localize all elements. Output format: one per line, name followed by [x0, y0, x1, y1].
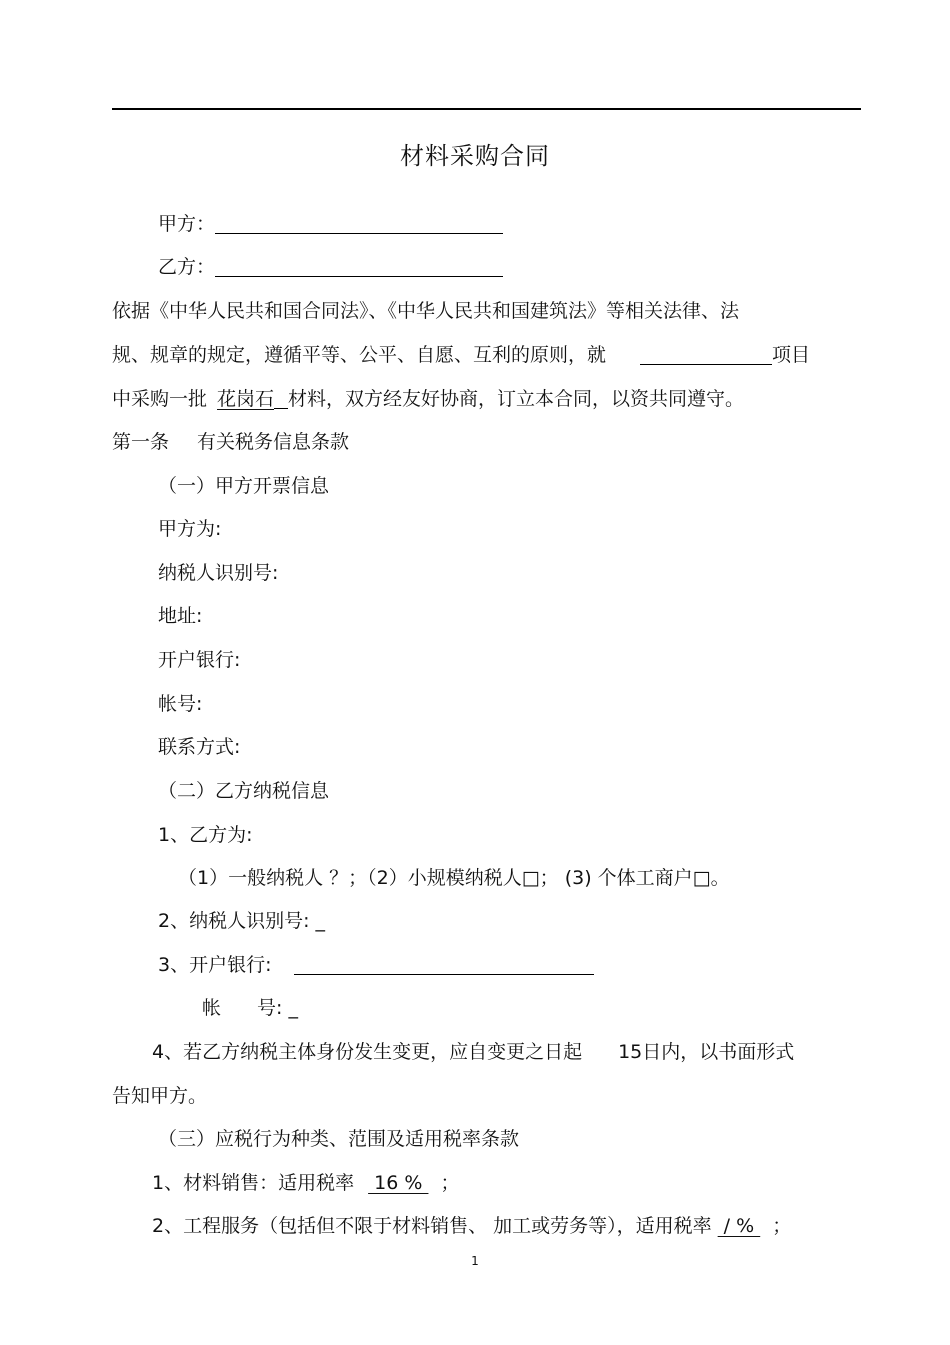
page-number: 1	[471, 1254, 479, 1268]
party-a-name-field: 甲方为:	[158, 518, 222, 540]
party-b-account-line	[202, 995, 298, 1021]
party-a-contact-field: 联系方式:	[158, 736, 241, 758]
party-b-type-options: （1）一般纳税人 ？；（2）小规模纳税人□； (3) 个体工商户□。	[178, 867, 730, 889]
article-1-title: 有关税务信息条款	[197, 431, 350, 453]
section-2-heading: （二）乙方纳税信息	[158, 780, 330, 802]
party-a-line	[158, 211, 503, 237]
intro-line-2	[112, 342, 810, 368]
party-b-taxpayer-id: 2、纳税人识别号: _	[158, 910, 326, 932]
project-blank[interactable]	[640, 344, 772, 365]
party-a-taxpayer-id-field: 纳税人识别号:	[158, 562, 279, 584]
party-a-blank[interactable]	[215, 213, 503, 234]
material-name: 花岗石	[217, 388, 275, 410]
intro-line-2-suffix: 项目	[772, 344, 811, 366]
party-b-account-label-a: 帐	[202, 997, 222, 1019]
engineering-service-rate-line	[152, 1213, 791, 1239]
material-sales-end: ；	[440, 1172, 460, 1194]
party-a-address-field: 地址:	[158, 605, 203, 627]
intro-line-3-suffix: 材料，双方经友好协商，订立本合同，以资共同遵守。	[288, 388, 745, 410]
party-b-account-label-b: 号: _	[257, 997, 298, 1019]
intro-line-3	[112, 386, 744, 412]
section-1-heading: （一）甲方开票信息	[158, 475, 330, 497]
party-b-type-label: 1、乙方为:	[158, 824, 253, 846]
engineering-service-end: ；	[772, 1215, 792, 1237]
material-sales-rate-line	[152, 1170, 459, 1196]
identity-change-clause	[152, 1039, 794, 1065]
party-b-bank-blank[interactable]	[294, 954, 594, 975]
party-b-label: 乙方：	[158, 256, 216, 278]
party-a-bank-field: 开户银行:	[158, 649, 241, 671]
article-1-number: 第一条	[112, 431, 170, 453]
identity-change-days: 15	[618, 1041, 643, 1063]
section-3-heading: （三）应税行为种类、范围及适用税率条款	[158, 1128, 520, 1150]
material-sales-label: 1、材料销售：适用税率	[152, 1172, 355, 1194]
engineering-service-rate: / %	[717, 1215, 761, 1237]
intro-line-3-text: 中采购一批	[112, 388, 208, 410]
party-a-account-field: 帐号:	[158, 693, 203, 715]
intro-line-1: 依据《中华人民共和国合同法》、《中华人民共和国建筑法》等相关法律、法	[112, 300, 740, 322]
party-b-bank-label: 3、开户银行:	[158, 954, 272, 976]
party-a-label: 甲方：	[158, 213, 216, 235]
party-b-blank[interactable]	[215, 256, 503, 277]
identity-change-clause-end: 告知甲方。	[112, 1085, 208, 1107]
header-rule	[112, 108, 861, 110]
party-b-line	[158, 254, 503, 280]
article-1-heading	[112, 429, 349, 455]
material-sales-rate: 16 %	[368, 1172, 429, 1194]
party-b-bank-line	[158, 952, 594, 978]
intro-line-2-text: 规、规章的规定，遵循平等、公平、自愿、互利的原则，就	[112, 344, 607, 366]
document-title: 材料采购合同	[400, 142, 550, 170]
engineering-service-label: 2、工程服务（包括但不限于材料销售、 加工或劳务等），适用税率	[152, 1215, 712, 1237]
identity-change-text: 4、若乙方纳税主体身份发生变更，应自变更之日起	[152, 1041, 583, 1063]
identity-change-text-2: 日内，以书面形式	[642, 1041, 795, 1063]
